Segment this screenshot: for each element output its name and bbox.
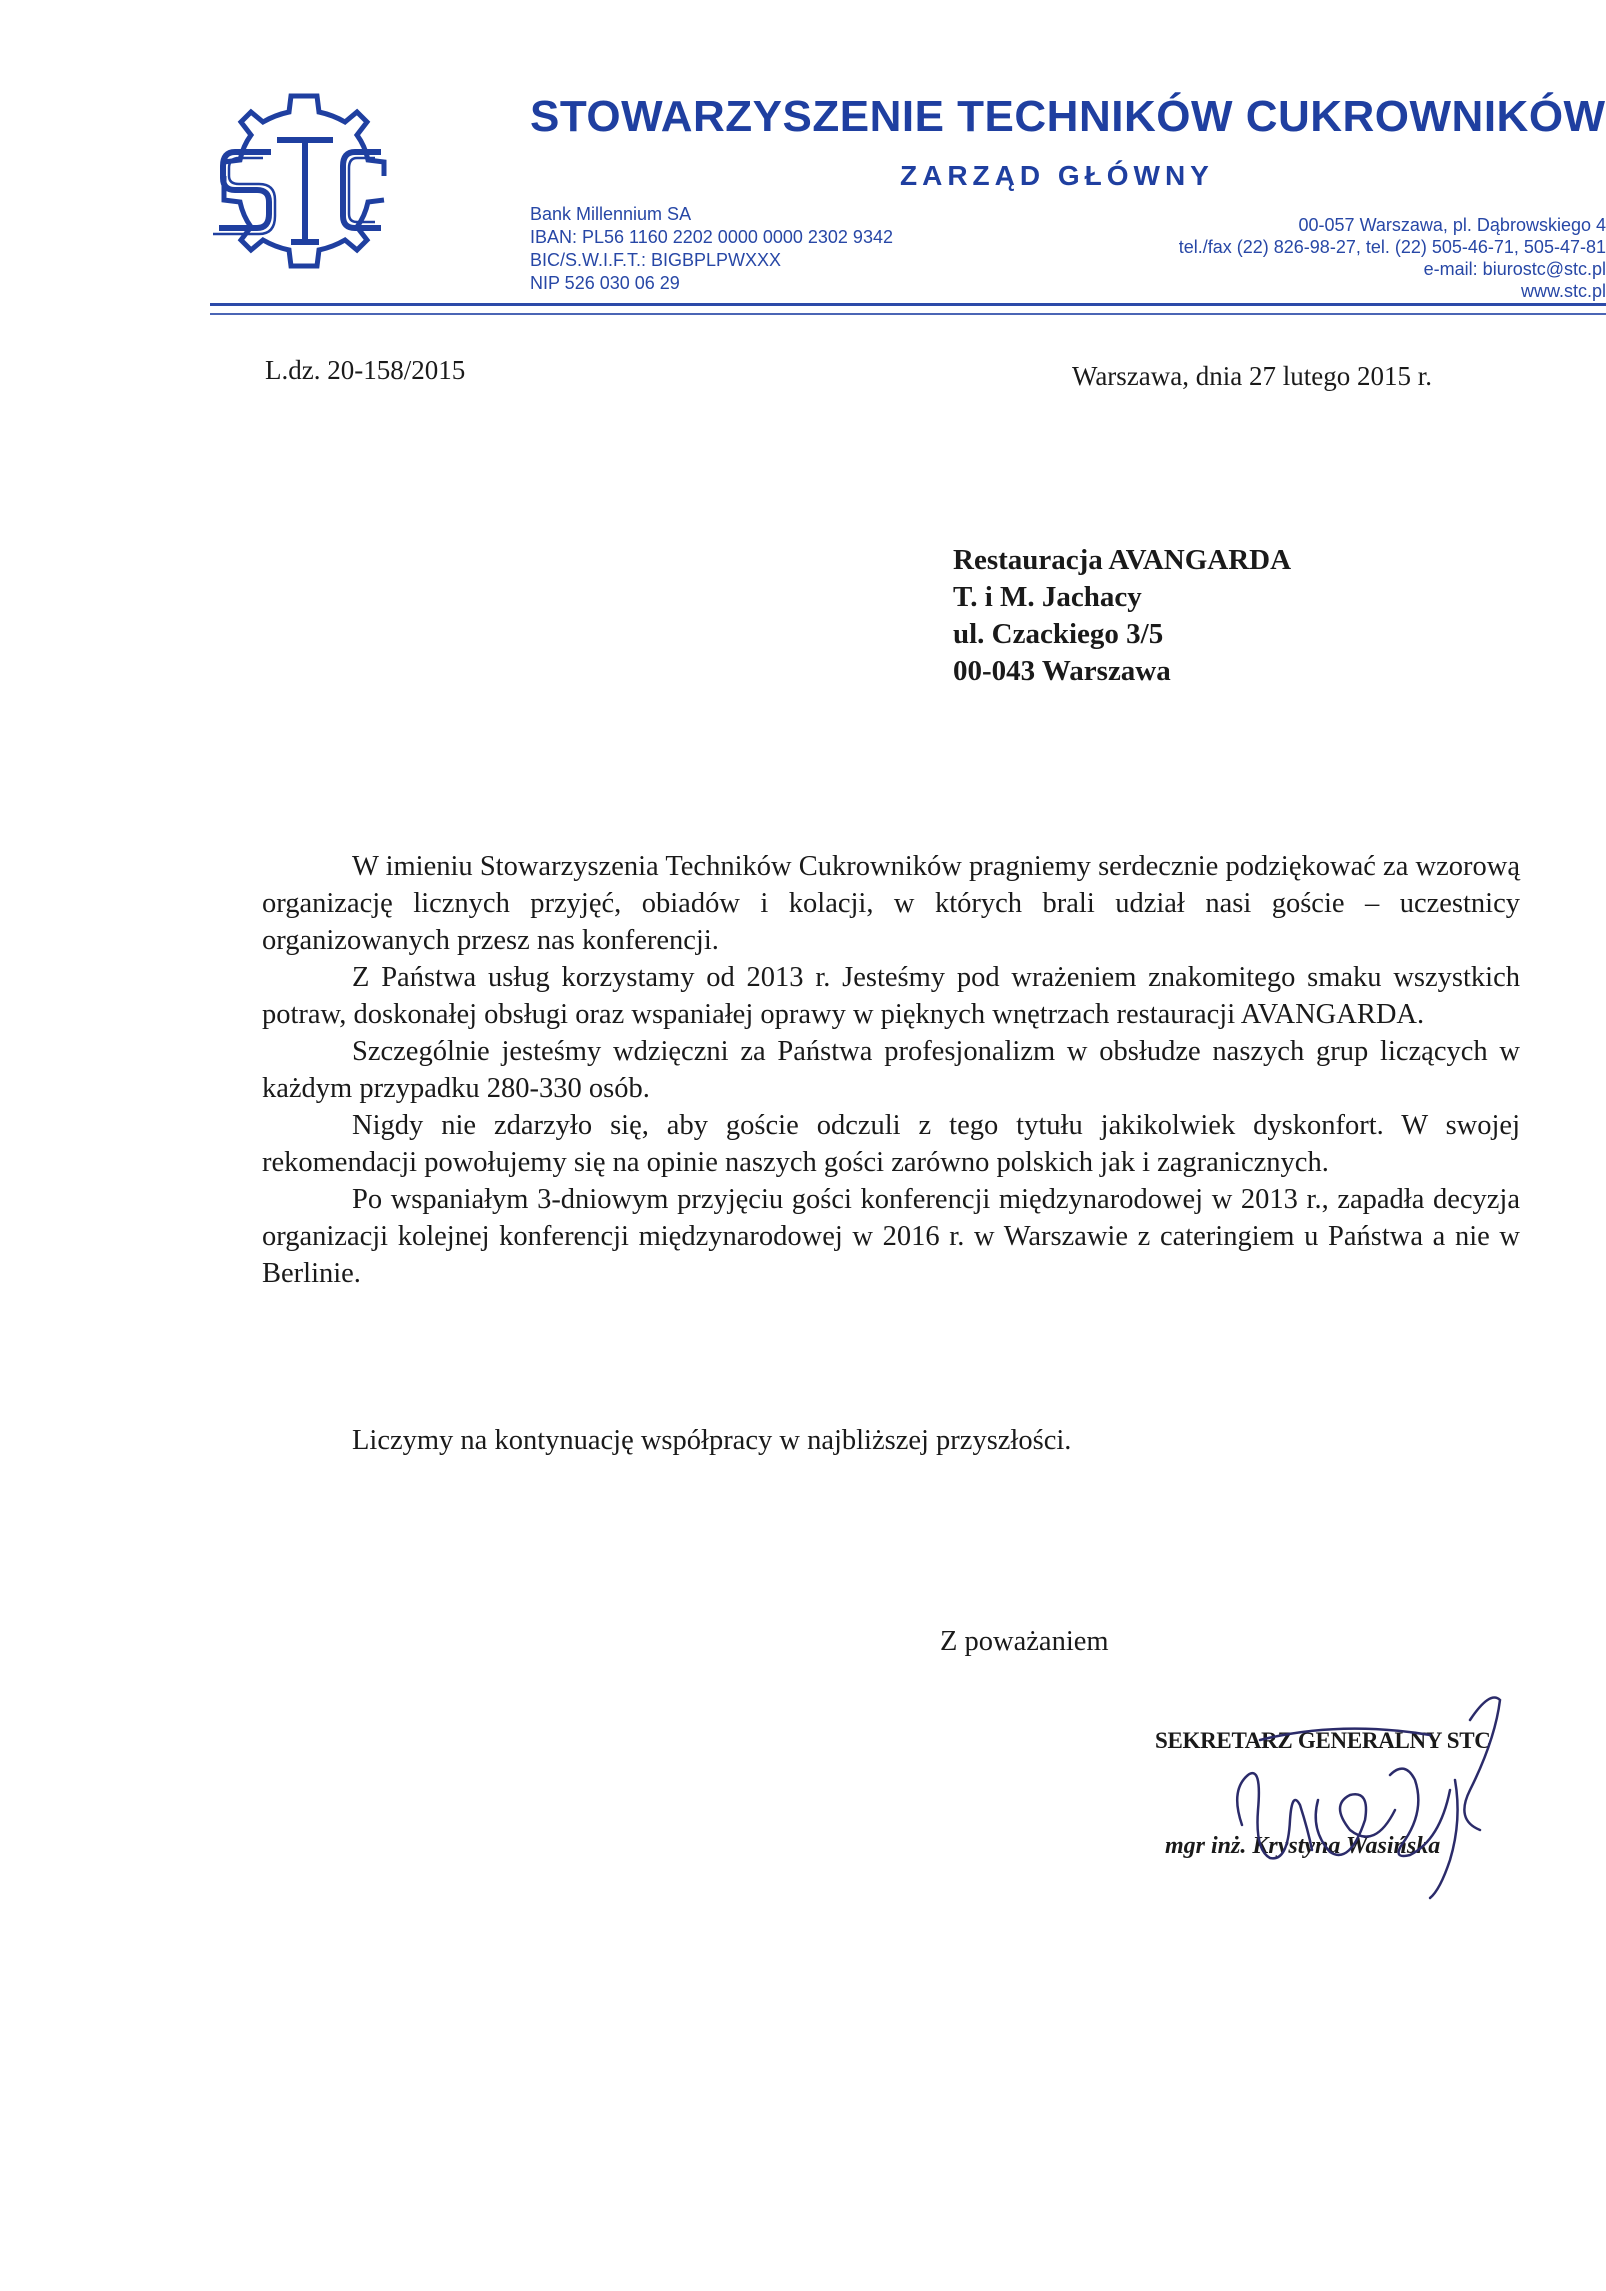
nip-number: NIP 526 030 06 29 bbox=[530, 273, 680, 293]
reference-number: L.dz. 20-158/2015 bbox=[265, 355, 466, 385]
paragraph: Z Państwa usług korzystamy od 2013 r. Jesteśmy pod wrażeniem znakomitego smaku wszystkich potraw, doskonałej obsługi oraz wspaniałej oprawy w pięknych wnętrzach restauracji AVANGARDA. bbox=[262, 962, 1520, 1030]
signatory-name: mgr inż. Krystyna Wasińska bbox=[1165, 1833, 1441, 1859]
website-url: www.stc.pl bbox=[1520, 281, 1606, 301]
recipient-owners: T. i M. Jachacy bbox=[953, 581, 1142, 613]
stc-logo bbox=[205, 82, 403, 290]
handwritten-signature bbox=[1200, 1680, 1530, 1905]
organization-name: STOWARZYSZENIE TECHNIKÓW CUKROWNIKÓW bbox=[530, 92, 1606, 141]
bank-details bbox=[530, 203, 893, 295]
paragraph: Nigdy nie zdarzyło się, aby goście odczuli z tego tytułu jakikolwiek dyskonfort. W swojej rekomendacji powołujemy się na opinie naszych gości zarówno polskich jak i zagranicznych. bbox=[262, 1110, 1520, 1178]
closing-sentence: Liczymy na kontynuację współpracy w najbliższej przyszłości. bbox=[352, 1425, 1072, 1456]
recipient-street: ul. Czackiego 3/5 bbox=[953, 618, 1164, 650]
contact-details bbox=[1046, 214, 1606, 302]
header-divider-thin bbox=[210, 313, 1606, 315]
bank-name: Bank Millennium SA bbox=[530, 204, 692, 224]
phone-fax: tel./fax (22) 826-98-27, tel. (22) 505-46-71, 505-47-81 bbox=[1178, 237, 1606, 257]
recipient-name: Restauracja AVANGARDA bbox=[953, 544, 1292, 576]
date-line: Warszawa, dnia 27 lutego 2015 r. bbox=[1072, 361, 1432, 391]
swift-code: BIC/S.W.I.F.T.: BIGBPLPWXXX bbox=[530, 250, 782, 270]
department-name: ZARZĄD GŁÓWNY bbox=[900, 160, 1214, 191]
iban: IBAN: PL56 1160 2202 0000 0000 2302 9342 bbox=[530, 227, 893, 247]
signatory-title: SEKRETARZ GENERALNY STC bbox=[1155, 1728, 1491, 1753]
email-address: e-mail: biurostc@stc.pl bbox=[1423, 259, 1606, 279]
paragraph: W imieniu Stowarzyszenia Techników Cukrowników pragniemy serdecznie podziękować za wzorową organizację licznych przyjęć, obiadów i kolacji, w których brali udział nasi goście – uczestnicy organizowanych przesz nas konferencji. bbox=[262, 851, 1520, 956]
letter-body bbox=[262, 848, 1520, 1292]
recipient-address bbox=[953, 542, 1291, 690]
paragraph: Szczególnie jesteśmy wdzięczni za Państwa profesjonalizm w obsłudze naszych grup liczących w każdym przypadku 280-330 osób. bbox=[262, 1036, 1520, 1104]
postal-address: 00-057 Warszawa, pl. Dąbrowskiego 4 bbox=[1298, 215, 1606, 235]
paragraph: Po wspaniałym 3-dniowym przyjęciu gości konferencji międzynarodowej w 2013 r., zapadła decyzja organizacji kolejnej konferencji międzynarodowej w 2016 r. w Warszawie z cateringiem u Państwa a nie w Berlinie. bbox=[262, 1184, 1520, 1289]
recipient-city: 00-043 Warszawa bbox=[953, 655, 1171, 687]
regards-line: Z poważaniem bbox=[940, 1626, 1109, 1657]
header-divider-thick bbox=[210, 303, 1606, 306]
